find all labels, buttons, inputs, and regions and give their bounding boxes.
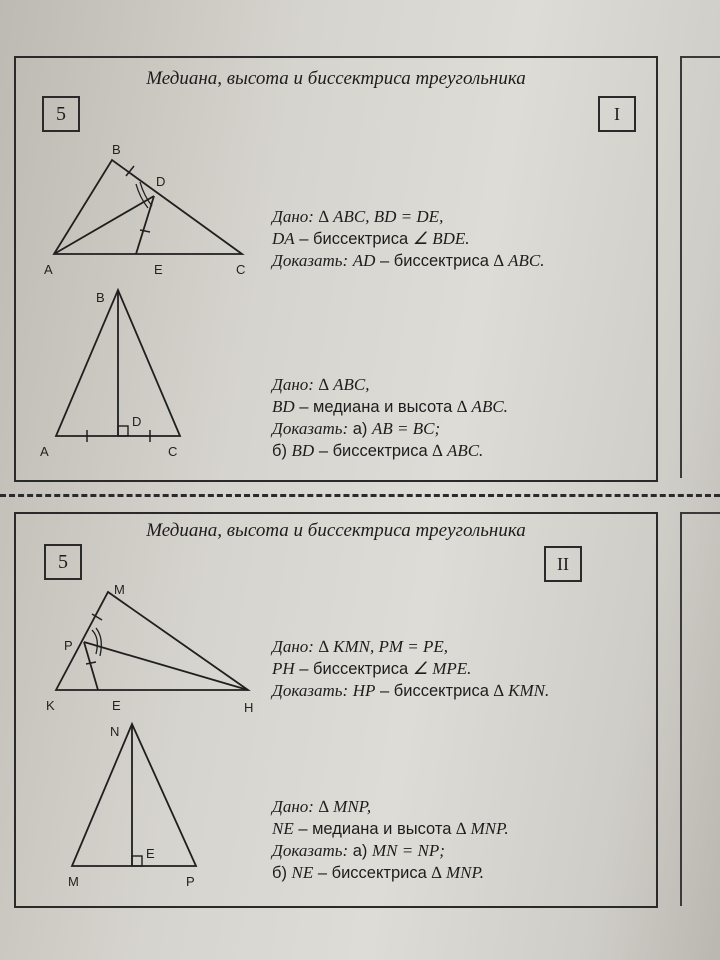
label-a-2: A [40,444,49,459]
given-var: BD [272,397,295,416]
given-triangle: ∆ ABC. [456,397,508,416]
given-label: Дано: [272,797,314,816]
prove-a-marker: а) [352,420,368,438]
next-card-edge [680,56,720,478]
prove-b-text: – биссектриса [317,864,427,882]
label-h: H [244,700,254,715]
prove-label: Доказать: [272,419,349,438]
task1-text [272,206,545,272]
prove-b-marker: б) [272,442,287,460]
given-angle: ∠ MPE. [412,659,472,678]
card-number: 5 [42,96,80,132]
task2-text [272,374,508,462]
given-line-1: ∆ KMN, PM = PE, [318,637,449,656]
prove-a-marker: а) [352,842,368,860]
variant-number: II [544,546,582,582]
given-line-1: ∆ ABC, [318,375,370,394]
given-label: Дано: [272,207,314,226]
prove-b-text: – биссектриса [318,442,428,460]
given-text: – биссектриса [299,230,409,248]
prove-b-triangle: ∆ ABC. [432,441,484,460]
prove-label: Доказать: [272,251,349,270]
given-var: DA [272,229,295,248]
prove-var: AD [352,251,376,270]
prove-text: – биссектриса [380,252,489,270]
label-b: B [112,142,121,157]
given-triangle: ∆ MNP. [455,819,509,838]
label-p-2: P [186,874,195,889]
label-m-2: M [68,874,79,889]
prove-triangle: ∆ ABC. [493,251,545,270]
label-e-2: E [146,846,155,861]
given-label: Дано: [272,375,314,394]
label-c: C [236,262,246,277]
label-e: E [154,262,163,277]
given-text: – медиана и высота [298,820,452,838]
label-e: E [112,698,121,713]
label-a: A [44,262,53,277]
right-angle-mark [118,426,128,436]
triangle-mnp-height-figure [16,514,276,906]
label-d: D [156,174,166,189]
given-text: – медиана и высота [299,398,453,416]
label-n: N [110,724,120,739]
label-c-2: C [168,444,178,459]
triangle-mnp [72,724,196,866]
prove-a-expr: MN = NP; [372,841,445,860]
label-m: M [114,582,125,597]
prove-var: HP [352,681,376,700]
task-card-variant-1 [14,56,658,482]
cut-line-divider [0,494,720,497]
task-card-variant-2 [14,512,658,908]
prove-label: Доказать: [272,841,349,860]
label-d-2: D [132,414,142,429]
given-angle: ∠ BDE. [412,229,470,248]
given-text: – биссектриса [299,660,409,678]
prove-text: – биссектриса [380,682,489,700]
prove-b-triangle: ∆ MNP. [431,863,484,882]
given-line-1: ∆ ABC, BD = DE, [318,207,444,226]
next-card-edge-lower [680,512,720,906]
card-number: 5 [44,544,82,580]
prove-triangle: ∆ KMN. [493,681,550,700]
given-label: Дано: [272,637,314,656]
card-title: Медиана, высота и биссектриса треугольника [146,68,526,89]
label-p: P [64,638,73,653]
prove-b-marker: б) [272,864,287,882]
label-b-2: B [96,290,105,305]
given-line-1: ∆ MNP, [318,797,372,816]
given-var: NE [272,819,294,838]
task2-text [272,796,509,884]
triangle-abc-height-figure [16,58,276,478]
task1-text [272,636,549,702]
variant-number: I [598,96,636,132]
prove-b-var: NE [291,863,314,882]
given-var: PH [272,659,295,678]
prove-label: Доказать: [272,681,349,700]
prove-a-expr: AB = BC; [372,419,441,438]
card-title: Медиана, высота и биссектриса треугольника [146,520,526,541]
right-angle-mark [132,856,142,866]
prove-b-var: BD [291,441,315,460]
label-k: K [46,698,55,713]
